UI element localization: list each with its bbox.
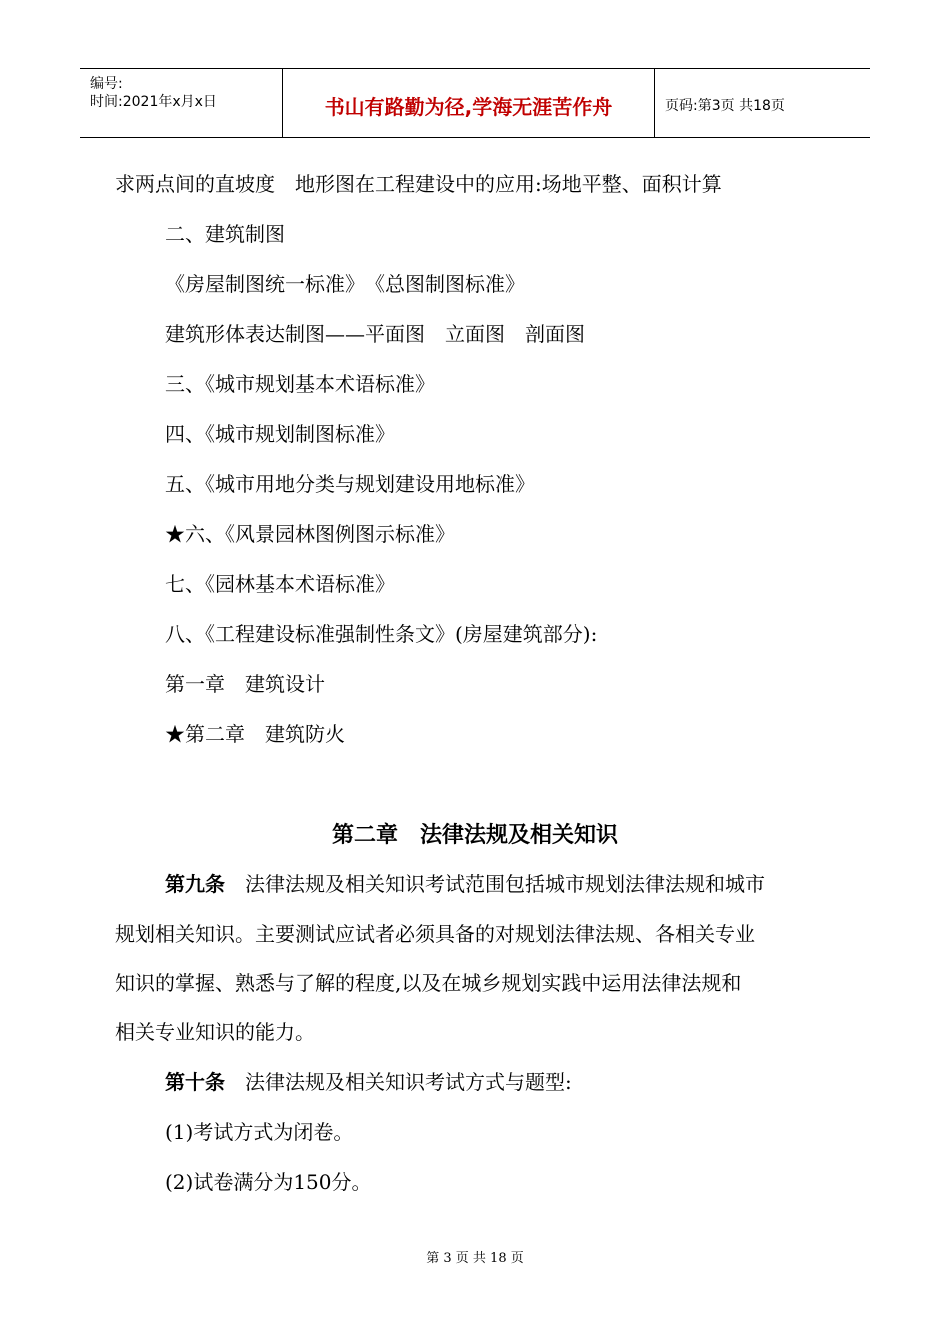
article-9-line-4: 相关专业知识的能力。 xyxy=(115,1020,315,1044)
header-time-label: 时间:2021年x月x日 xyxy=(90,94,217,110)
section-architectural-drawing: 二、建筑制图 xyxy=(165,222,285,246)
section-eight: 八、《工程建设标准强制性条文》(房屋建筑部分): xyxy=(165,622,598,646)
body-line-1: 求两点间的直坡度 地形图在工程建设中的应用:场地平整、面积计算 xyxy=(115,172,722,196)
item-2: (2)试卷满分为150分。 xyxy=(165,1170,372,1194)
article-9-first-line xyxy=(165,871,765,897)
header-motto-cell xyxy=(283,69,655,137)
chapter-title: 第二章 法律法规及相关知识 xyxy=(331,823,618,848)
header-motto: 书山有路勤为径,学海无涯苦作舟 xyxy=(324,95,613,119)
item-1: (1)考试方式为闭卷。 xyxy=(165,1120,354,1144)
header-page-info: 页码:第3页 共18页 xyxy=(665,98,785,114)
article-10-line xyxy=(165,1069,572,1095)
article-10-label: 第十条 xyxy=(165,1070,225,1094)
header-page-cell xyxy=(655,69,870,137)
chapter-two-line: ★第二章 建筑防火 xyxy=(165,722,345,746)
header-number-label: 编号: xyxy=(90,76,123,92)
article-9-line-3: 知识的掌握、熟悉与了解的程度,以及在城乡规划实践中运用法律法规和 xyxy=(115,971,742,995)
page-header xyxy=(80,68,870,138)
body-line-standards: 《房屋制图统一标准》 《总图制图标准》 xyxy=(165,272,525,296)
body-line-drawing-types: 建筑形体表达制图——平面图 立面图 剖面图 xyxy=(165,322,585,346)
chapter-one-line: 第一章 建筑设计 xyxy=(165,672,325,696)
section-three: 三、《城市规划基本术语标准》 xyxy=(165,372,435,396)
article-9-line-2: 规划相关知识。主要测试应试者必须具备的对规划法律法规、各相关专业 xyxy=(115,922,755,946)
section-five: 五、《城市用地分类与规划建设用地标准》 xyxy=(165,472,535,496)
article-10-text: 法律法规及相关知识考试方式与题型: xyxy=(245,1070,572,1094)
article-9-text-1: 法律法规及相关知识考试范围包括城市规划法律法规和城市 xyxy=(245,872,765,896)
section-four: 四、《城市规划制图标准》 xyxy=(165,422,395,446)
page-footer: 第 3 页 共 18 页 xyxy=(426,1251,524,1266)
article-9-label: 第九条 xyxy=(165,872,225,896)
section-six: ★六、《风景园林图例图示标准》 xyxy=(165,522,455,546)
section-seven: 七、《园林基本术语标准》 xyxy=(165,572,395,596)
header-meta-cell xyxy=(80,69,283,137)
